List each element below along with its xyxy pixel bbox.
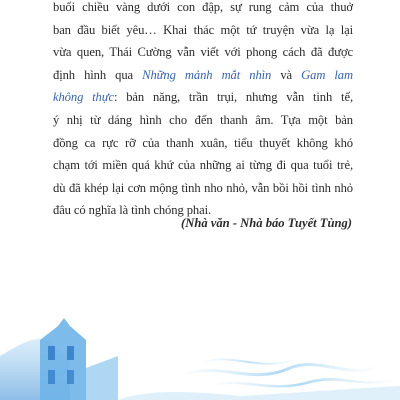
text-line-4 bbox=[53, 64, 353, 87]
text-line-1: buổi chiều vàng dưới con đập, sự rung cảm của thuở bbox=[53, 0, 353, 14]
text-line-9: dù đã khép lại cơn mộng tình nho nhỏ, vẫn bồi hồi tình nhỏ bbox=[53, 180, 353, 195]
text-line-5-post: : bản năng, trần trụi, nhưng vẫn tinh tế, bbox=[113, 90, 353, 105]
book-title-gam-lam-part1: Gam lam bbox=[301, 67, 353, 82]
author-signature: (Nhà văn - Nhà báo Tuyết Tùng) bbox=[181, 216, 352, 230]
book-title-gam-lam-part2: không thực bbox=[53, 90, 114, 105]
watercolor-building-illustration bbox=[0, 296, 400, 400]
book-title-nhung-manh-mat-nhin: Những mảnh mắt nhìn bbox=[142, 67, 272, 82]
text-line-2: ban đầu biết yêu… Khai thác một tứ truyện vừa lạ lại bbox=[53, 22, 353, 37]
text-line-8: chạm tới miền quá khứ của những ai từng đi qua tuổi trẻ, bbox=[53, 158, 353, 173]
text-line-7: đồng ca rực rỡ của thanh xuân, tiểu thuyết không khó bbox=[53, 135, 353, 150]
text-line-4-mid: và bbox=[271, 67, 302, 82]
review-text bbox=[53, 0, 353, 222]
text-line-3: vừa quen, Thái Cường vẫn viết với phong cách đã được bbox=[53, 45, 353, 60]
text-line-6: ý nhị từ dáng hình cho đến thanh âm. Tựa một bản bbox=[53, 112, 353, 127]
text-line-4-pre: định hình qua bbox=[53, 67, 143, 82]
text-line-10: đâu có nghĩa là tình chóng phai. bbox=[53, 203, 212, 218]
text-line-5 bbox=[53, 86, 353, 109]
